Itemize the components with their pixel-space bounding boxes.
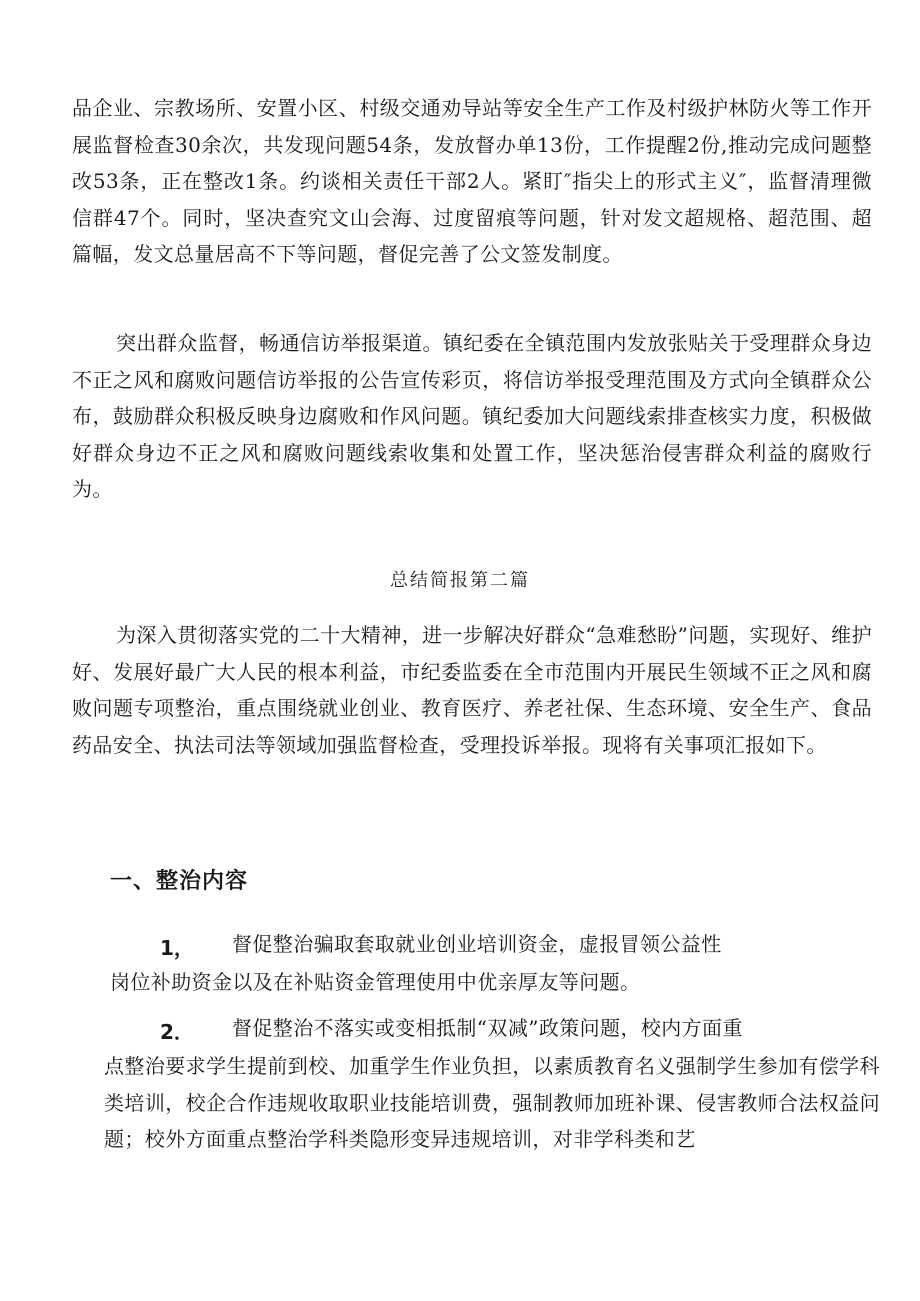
item-1-first-line: 督促整治骗取套取就业创业培训资金，虚报冒领公益性 (232, 932, 722, 956)
item-2-first-line: 督促整治不落实或变相抵制“双减”政策问题，校内方面重 (232, 1016, 743, 1040)
item-number-1: 1， (160, 936, 194, 960)
paragraph-introduction: 为深入贯彻落实党的二十大精神，进一步解决好群众“急难愁盼”问题，实现好、维护好、发展好最广大人民的根本利益，市纪委监委在全市范围内开展民生领域不正之风和腐败问题专项整治，重点围绕就业创业、教育医疗、养老社保、生态环境、安全生产、食品药品安全、执法司法等领域加强监督检查，受理投诉举报。现将有关事项汇报如下。 (72, 623, 872, 757)
item-number-2: 2． (160, 1020, 194, 1044)
section-title: 总结简报第二篇 (390, 570, 530, 591)
item-2-continuation: 点整治要求学生提前到校、加重学生作业负担，以素质教育名义强制学生参加有偿学科类培训，校企合作违规收取职业技能培训费，强制教师加班补课、侵害教师合法权益问题；校外方面重点整治学科类隐形变异违规培训，对非学科类和艺 (104, 1054, 880, 1151)
paragraph-supervision-inspection: 品企业、宗教场所、安置小区、村级交通劝导站等安全生产工作及村级护林防火等工作开展监督检查30余次，共发现问题54条，发放督办单13份，工作提醒2份,推动完成问题整改53条，正在整改1条。约谈相关责任干部2人。紧盯″指尖上的形式主义″，监督清理微信群47个。同时，坚决查究文山会海、过度留痕等问题，针对发文超规格、超范围、超篇幅，发文总量居高不下等问题，督促完善了公文签发制度。 (72, 96, 872, 266)
heading-rectification-content: 一、整治内容 (110, 869, 249, 894)
item-1-continuation: 岗位补助资金以及在补贴资金管理使用中优亲厚友等问题。 (110, 970, 641, 994)
paragraph-mass-supervision: 突出群众监督，畅通信访举报渠道。镇纪委在全镇范围内发放张贴关于受理群众身边不正之风和腐败问题信访举报的公告宣传彩页，将信访举报受理范围及方式向全镇群众公布，鼓励群众积极反映身边腐败和作风问题。镇纪委加大问题线索排查核实力度，积极做好群众身边不正之风和腐败问题线索收集和处置工作，坚决惩治侵害群众利益的腐败行为。 (72, 331, 872, 501)
